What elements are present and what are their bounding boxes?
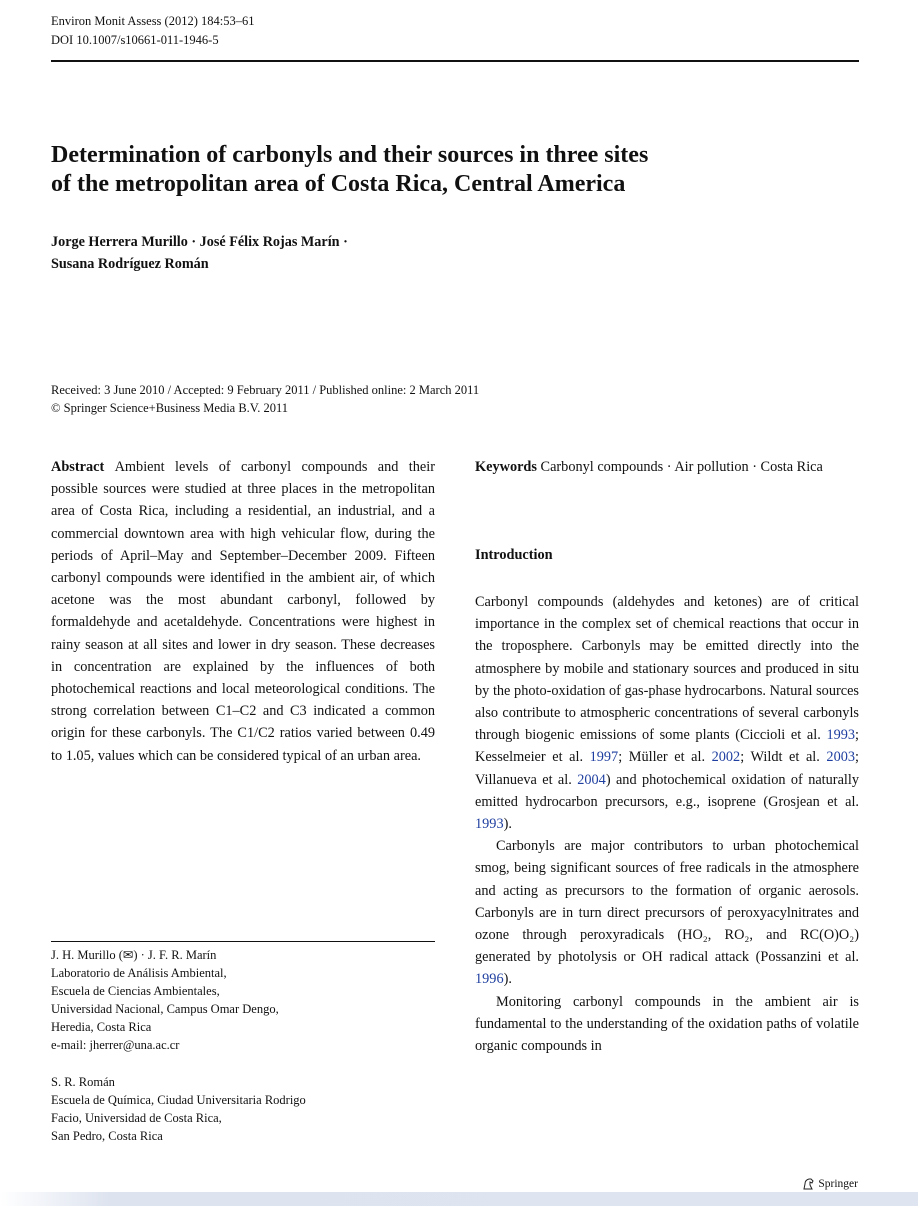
paper-title — [51, 141, 871, 199]
affiliation-line: J. H. Murillo (✉) · J. F. R. Marín — [51, 948, 217, 962]
affiliation-line: Laboratorio de Análisis Ambiental, — [51, 966, 227, 980]
title-line-1: Determination of carbonyls and their sources in three sites — [51, 142, 649, 168]
paragraph: Carbonyl compounds (aldehydes and ketones) are of critical importance in the complex set of chemical reactions that occur in the troposphere. Carbonyls may be emitted directly into the atmosphere by mobile and stationary sources and produced in situ by the photo-oxidation of gas-phase hydrocarbons. Natural sources also contribute to atmospheric concentrations of several carbonyls through biogenic emissions of some plants (Ciccioli et al. 1993; Kesselmeier et al. 1997; Müller et al. 2002; Wildt et al. 2003; Villanueva et al. 2004) and photochemical oxidation of naturally emitted hydrocarbon precursors, e.g., isoprene (Grosjean et al. 1993). — [475, 594, 860, 833]
affiliation-1 — [51, 946, 435, 1054]
footer-band — [0, 1192, 918, 1206]
abstract-text: Ambient levels of carbonyl compounds and their possible sources were studied at three places in the metropolitan area of Costa Rica, including a residential, an industrial, and a commercial downtown area with high vehicular flow, during the periods of April–May and September–December 2009. Fifteen carbonyl compounds were identified in the ambient air, of which acetone was the most abundant carbonyl, followed by formaldehyde and acetaldehyde. Concentrations were highest in rainy season at all sites and lower in dry season. These decreases in concentration are explained by the influences of both photochemical reactions and local meteorological conditions. The strong correlation between C1–C2 and C3 indicated a common origin for these carbonyls. The C1/C2 ratios varied between 0.49 to 1.05, values which can be considered typical of an urban area. — [51, 459, 435, 764]
journal-header — [51, 12, 254, 50]
title-line-2: of the metropolitan area of Costa Rica, Central America — [51, 171, 626, 197]
affiliation-line: S. R. Román — [51, 1075, 115, 1089]
authors — [51, 231, 571, 275]
publisher-name: Springer — [818, 1178, 858, 1190]
header-rule — [51, 60, 859, 62]
footnote-rule — [51, 941, 435, 942]
received-line: Received: 3 June 2010 / Accepted: 9 February 2011 / Published online: 2 March 2011 — [51, 383, 480, 397]
citation-link[interactable]: 1997 — [589, 749, 619, 766]
keywords-label: Keywords — [475, 459, 537, 475]
abstract — [51, 456, 435, 767]
affiliation-line: San Pedro, Costa Rica — [51, 1129, 163, 1143]
authors-line-2: Susana Rodríguez Román — [51, 256, 209, 272]
keywords — [475, 456, 859, 478]
keywords-text: Carbonyl compounds · Air pollution · Costa Rica — [540, 459, 823, 475]
citation-link[interactable]: 2004 — [577, 771, 606, 788]
paragraph: Carbonyls are major contributors to urban photochemical smog, being significant sources of free radicals in the atmosphere and acting as precursors to the formation of organic aerosols. Carbonyls are in turn direct precursors of peroxyacylnitrates and ozone through peroxyradicals (HO₂, RO₂, and RC(O)O₂) generated by photolysis or OH radical attack (Possanzini et al. 1996). — [475, 838, 859, 988]
paragraph: Monitoring carbonyl compounds in the ambient air is fundamental to the understanding of the oxidation paths of volatile organic compounds in — [475, 993, 859, 1055]
citation-link[interactable]: 2002 — [711, 749, 741, 766]
introduction-body — [475, 591, 859, 1057]
affiliation-line: Universidad Nacional, Campus Omar Dengo, — [51, 1002, 279, 1016]
affiliation-2 — [51, 1073, 435, 1145]
citation-link[interactable]: 1993 — [475, 816, 504, 833]
doi: DOI 10.1007/s10661-011-1946-5 — [51, 33, 219, 47]
publication-dates — [51, 381, 859, 417]
affiliation-line: Facio, Universidad de Costa Rica, — [51, 1111, 222, 1125]
citation-link[interactable]: 1993 — [826, 727, 856, 744]
publisher-logo — [802, 1178, 858, 1190]
journal-citation: Environ Monit Assess (2012) 184:53–61 — [51, 14, 255, 28]
introduction-heading: Introduction — [475, 547, 553, 563]
citation-link[interactable]: 2003 — [826, 749, 856, 766]
abstract-label: Abstract — [51, 459, 105, 475]
email-link[interactable]: e-mail: jherrer@una.ac.cr — [51, 1038, 180, 1052]
authors-line-1: Jorge Herrera Murillo · José Félix Rojas Marín · — [51, 234, 348, 250]
affiliation-line: Escuela de Química, Ciudad Universitaria Rodrigo — [51, 1093, 306, 1107]
affiliation-line: Heredia, Costa Rica — [51, 1020, 152, 1034]
affiliation-line: Escuela de Ciencias Ambientales, — [51, 984, 220, 998]
citation-link[interactable]: 1996 — [475, 971, 504, 988]
copyright-line: © Springer Science+Business Media B.V. 2011 — [51, 401, 289, 415]
springer-horse-icon — [802, 1178, 815, 1190]
